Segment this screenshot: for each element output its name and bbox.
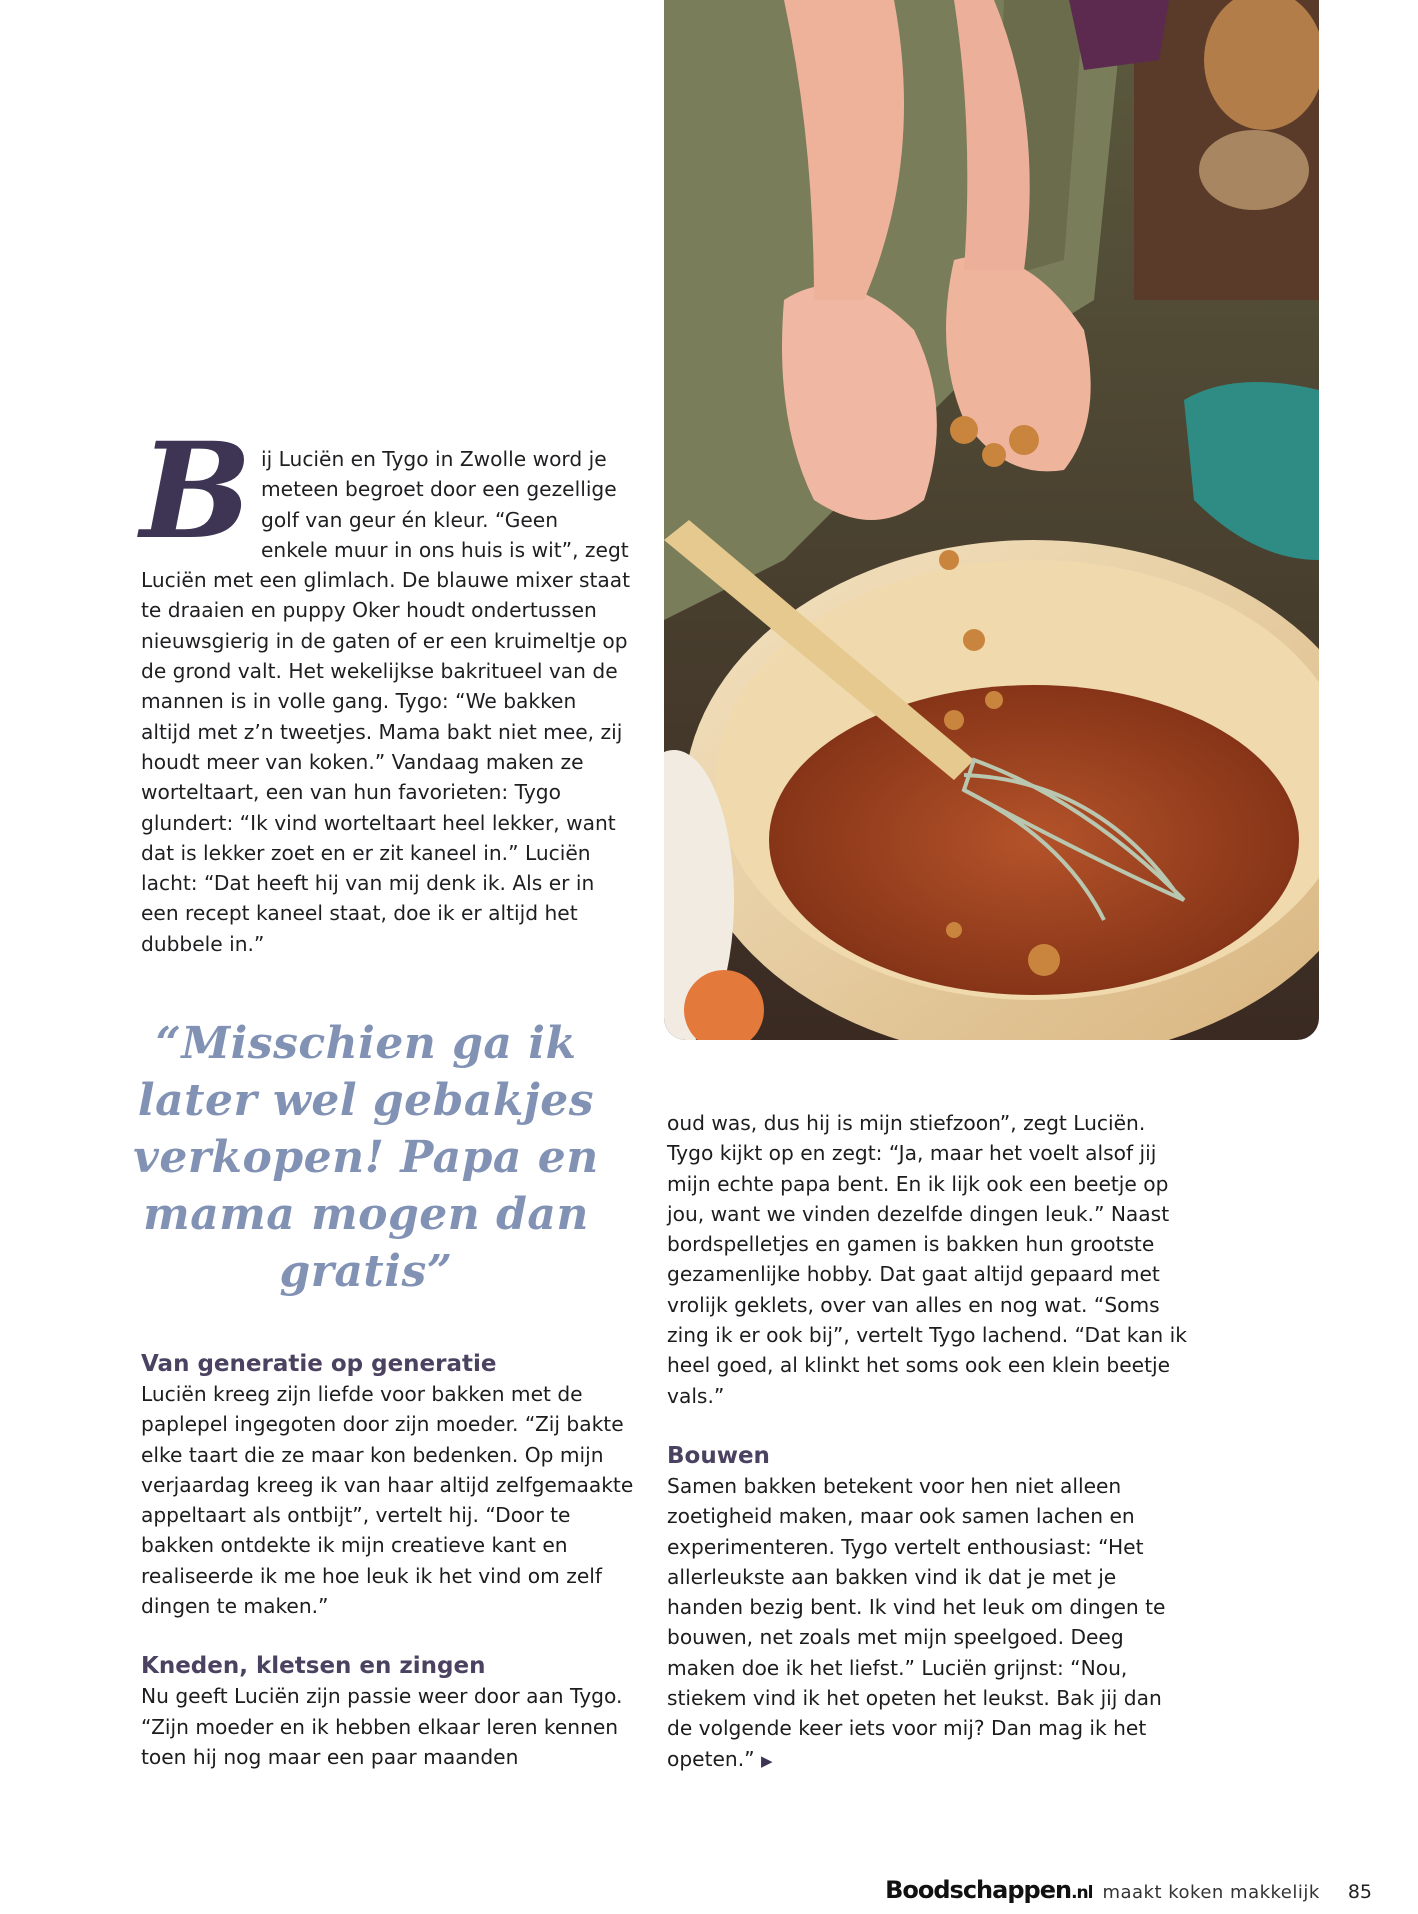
play-triangle-icon: ▶ — [761, 1751, 773, 1770]
pull-quote: “Misschien ga ik later wel gebakjes verkopen! Papa en mama mogen dan gratis” — [133, 1018, 599, 1297]
paragraph-bouwen-text: Samen bakken betekent voor hen niet alleen zoetigheid maken, maar ook samen lachen en experimenteren. Tygo vertelt enthousiast: “Het allerleukste aan bakken vind ik dat je met je handen bezig bent. Ik vind het leuk om dingen te bouwen, net zoals met mijn speelgoed. Deeg maken doe ik het liefst.” Luciën grijnst: “Nou, stiekem vind ik het opeten het leukst. Bak jij dan de volgende keer iets voor mij? Dan mag ik het opeten.” — [667, 1473, 1166, 1771]
heading-kneden: Kneden, kletsen en zingen — [141, 1653, 486, 1680]
page-number: 85 — [1347, 1881, 1372, 1903]
baking-photo-illustration — [664, 0, 1319, 1040]
brand-tagline: maakt koken makkelijk — [1102, 1882, 1320, 1903]
right-column — [667, 1108, 1187, 1776]
left-column — [141, 1349, 641, 1772]
heading-bouwen: Bouwen — [667, 1442, 770, 1469]
hero-photo — [664, 0, 1319, 1040]
paragraph-bouwen — [667, 1471, 1187, 1776]
paragraph-kneden: Nu geeft Luciën zijn passie weer door aan Tygo. “Zijn moeder en ik hebben elkaar leren kennen toen hij nog maar een paar maanden — [141, 1684, 623, 1769]
paragraph-kneden-continued: oud was, dus hij is mijn stiefzoon”, zegt Luciën. Tygo kijkt op en zegt: “Ja, maar het voelt alsof jij mijn echte papa bent. En ik lijk ook een beetje op jou, want we vinden dezelfde dingen leuk.” Naast bordspelletjes en gamen is bakken hun grootste gezamenlijke hobby. Dat gaat altijd gepaard met vrolijk geklets, over van alles en nog wat. “Soms zing ik er ook bij”, vertelt Tygo lachend. “Dat kan ik heel goed, al klinkt het soms ook een klein beetje vals.” — [667, 1111, 1187, 1408]
page-footer — [885, 1876, 1372, 1906]
paragraph-generatie: Luciën kreeg zijn liefde voor bakken met de paplepel ingegoten door zijn moeder. “Zij bakte elke taart die ze maar kon bedenken. Op mijn verjaardag kreeg ik van haar altijd zelfgemaakte appeltaart als ontbijt”, vertelt hij. “Door te bakken ontdekte ik mijn creatieve kant en realiseerde ik me hoe leuk ik het vind om zelf dingen te maken.” — [141, 1382, 634, 1619]
drop-cap: B — [140, 414, 252, 569]
intro-text: ij Luciën en Tygo in Zwolle word je meteen begroet door een gezellige golf van geur én kleur. “Geen enkele muur in ons huis is wit”, zegt Luciën met een glimlach. De blauwe mixer staat te draaien en puppy Oker houdt ondertussen nieuwsgierig in de gaten of er een kruimeltje op de grond valt. Het wekelijkse bakritueel van de mannen is in volle gang. Tygo: “We bakken altijd met z’n tweetjes. Mama bakt niet mee, zij houdt meer van koken.” Vandaag maken ze worteltaart, een van hun favorieten: Tygo glundert: “Ik vind worteltaart heel lekker, want dat is lekker zoet en er zit kaneel in.” Luciën lacht: “Dat heeft hij van mij denk ik. Als er in een recept kaneel staat, doe ik er altijd het dubbele in.” — [141, 447, 631, 956]
intro-paragraph — [140, 414, 631, 959]
brand-logo: Boodschappen.nl — [885, 1876, 1093, 1904]
heading-generatie: Van generatie op generatie — [141, 1351, 497, 1377]
